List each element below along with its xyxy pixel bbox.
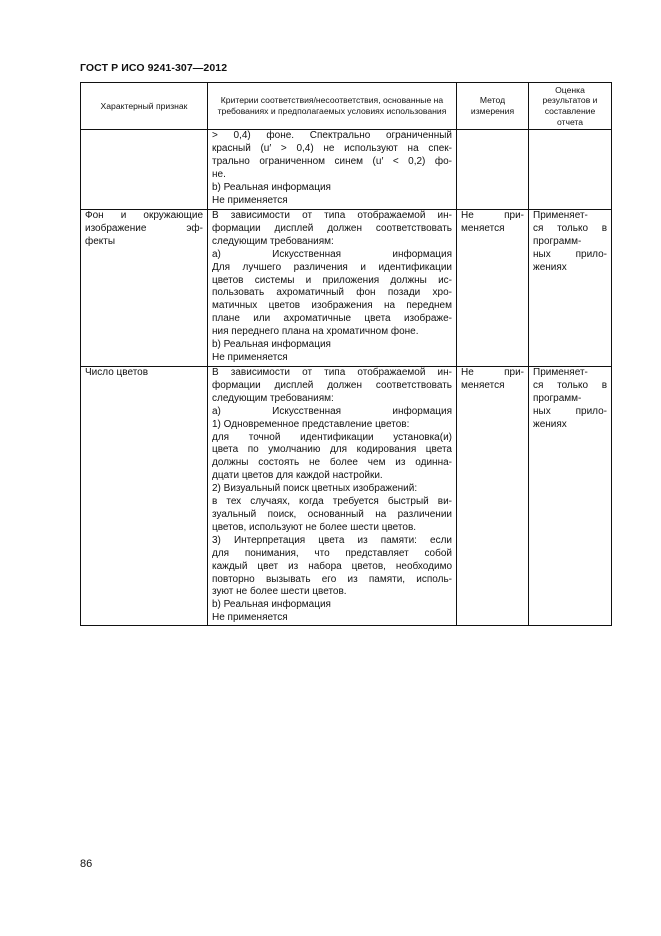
method-line: Не при- xyxy=(461,210,524,221)
page-number: 86 xyxy=(80,858,93,870)
requirements-table xyxy=(80,82,612,626)
feature-line: фекты xyxy=(85,235,116,247)
table-header-row xyxy=(81,83,612,130)
table-row xyxy=(81,130,612,210)
criteria-line: b) Реальная информация xyxy=(212,599,331,611)
table-body xyxy=(81,130,612,626)
assessment-line: Применяет- xyxy=(533,367,588,378)
feature-line: Фон и окружающие xyxy=(85,210,203,221)
criteria-line: цветов, используют не более шести цветов. xyxy=(212,521,417,533)
criteria-line: для понимания, что представляет собой xyxy=(212,547,452,559)
cell-method xyxy=(457,130,529,210)
cell-assessment xyxy=(529,210,612,367)
criteria-line: матичных цветов изображения на переднем xyxy=(212,300,452,312)
method-line: меняется xyxy=(461,222,505,234)
criteria-line: зуальный поиск, основанный на различении xyxy=(212,508,452,520)
cell-criteria xyxy=(208,130,457,210)
criteria-line: следующим требованиям: xyxy=(212,235,334,247)
criteria-line: b) Реальная информация xyxy=(212,339,331,351)
criteria-line: ния переднего плана на хроматичном фоне. xyxy=(212,326,419,338)
assessment-line: ных прило- xyxy=(533,405,607,417)
method-line: Не при- xyxy=(461,367,524,378)
table-row xyxy=(81,367,612,626)
criteria-line: повторно вызывать его из памяти, исполь- xyxy=(212,573,452,585)
cell-feature xyxy=(81,210,208,367)
criteria-line: формации дисплей должен соответствовать xyxy=(212,222,452,234)
document-header: ГОСТ Р ИСО 9241-307—2012 xyxy=(80,62,228,74)
column-header-criteria: Критерии соответствия/несоответствия, основанные на требованиях и предполагаемых условиях использования xyxy=(208,83,457,130)
cell-assessment xyxy=(529,130,612,210)
cell-criteria xyxy=(208,210,457,367)
criteria-line: В зависимости от типа отображаемой ин- xyxy=(212,210,452,221)
cell-feature xyxy=(81,367,208,626)
criteria-line: а) Искусственная информация xyxy=(212,248,452,260)
criteria-line: цветов системы и приложения должны ис- xyxy=(212,274,452,286)
criteria-line: > 0,4) фоне. Спектрально ограниченный xyxy=(212,130,452,141)
feature-line: Число цветов xyxy=(85,367,149,378)
criteria-line: для точной идентификации установка(и) xyxy=(212,431,452,443)
method-line: меняется xyxy=(461,379,505,391)
criteria-line: пользовать ахроматичный фон позади хро- xyxy=(212,287,452,299)
cell-method xyxy=(457,367,529,626)
criteria-line: b) Реальная информация xyxy=(212,181,331,193)
assessment-line: жениях xyxy=(533,418,567,430)
cell-feature xyxy=(81,130,208,210)
criteria-line: следующим требованиям: xyxy=(212,392,334,404)
criteria-line: в тех случаях, когда требуется быстрый ви- xyxy=(212,496,452,508)
criteria-line: Не применяется xyxy=(212,194,288,206)
assessment-line: Применяет- xyxy=(533,210,588,221)
table-row xyxy=(81,210,612,367)
cell-method xyxy=(457,210,529,367)
feature-line: изображение эф- xyxy=(85,222,203,234)
column-header-feature: Характерный признак xyxy=(81,83,208,130)
cell-criteria xyxy=(208,367,457,626)
assessment-line: ся только в xyxy=(533,222,607,234)
criteria-line: должны состоять не более чем из одинна- xyxy=(212,457,452,469)
criteria-line: Не применяется xyxy=(212,612,288,624)
criteria-line: плане или ахроматичные цвета изображе- xyxy=(212,313,452,325)
column-header-method: Метод измерения xyxy=(457,83,529,130)
cell-assessment xyxy=(529,367,612,626)
assessment-line: жениях xyxy=(533,261,567,273)
criteria-line: трально ограниченном синем (u′ < 0,2) фо- xyxy=(212,155,452,167)
column-header-assessment: Оценка результатов и составление отчета xyxy=(529,83,612,130)
criteria-line: В зависимости от типа отображаемой ин- xyxy=(212,367,452,378)
criteria-line: а) Искусственная информация xyxy=(212,405,452,417)
criteria-line: красный (u′ > 0,4) не используют на спек- xyxy=(212,142,452,154)
criteria-line: формации дисплей должен соответствовать xyxy=(212,379,452,391)
criteria-line: Для лучшего различения и идентификации xyxy=(212,261,452,273)
criteria-line: зуют не более шести цветов. xyxy=(212,586,347,598)
criteria-line: Не применяется xyxy=(212,351,288,363)
criteria-line: цвета по умолчанию для кодирования цвета xyxy=(212,444,452,456)
assessment-line: программ- xyxy=(533,392,582,404)
criteria-line: не. xyxy=(212,168,226,180)
criteria-line: 1) Одновременное представление цветов: xyxy=(212,418,410,430)
assessment-line: программ- xyxy=(533,235,582,247)
assessment-line: ся только в xyxy=(533,379,607,391)
assessment-line: ных прило- xyxy=(533,248,607,260)
criteria-line: каждый цвет из набора цветов, необходимо xyxy=(212,560,452,572)
criteria-line: дцати цветов для каждой настройки. xyxy=(212,470,383,482)
criteria-line: 2) Визуальный поиск цветных изображений: xyxy=(212,483,418,495)
criteria-line: 3) Интерпретация цвета из памяти: если xyxy=(212,534,452,546)
